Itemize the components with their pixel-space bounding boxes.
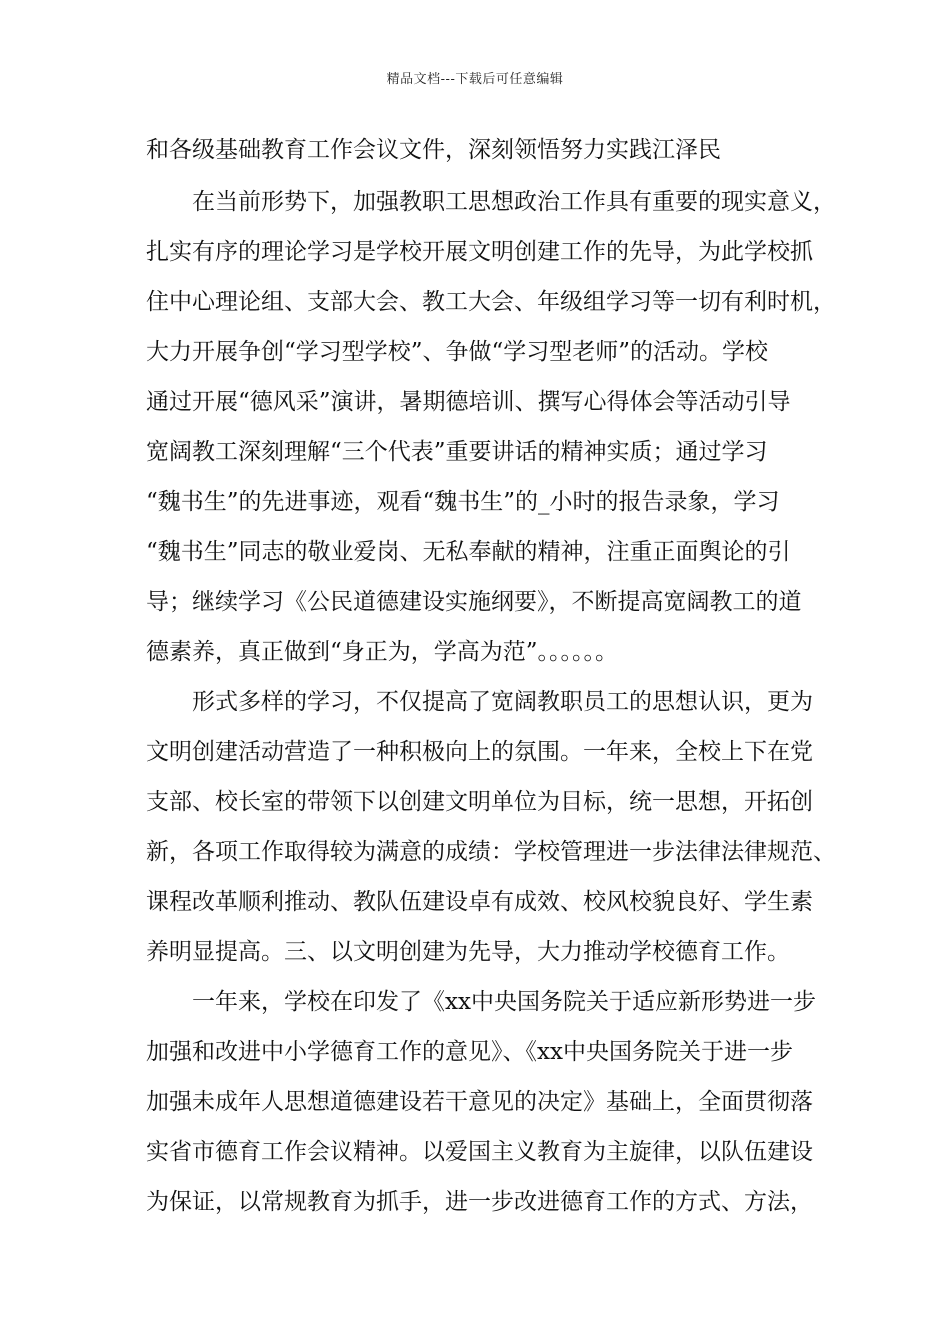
text-line: 为保证，以常规教育为抓手，进一步改进德育工作的方式、方法， bbox=[146, 1189, 813, 1215]
text-line: 加强和改进中小学德育工作的意见》、《xx中央国务院关于进一步 bbox=[146, 1039, 793, 1065]
text-line: 课程改革顺利推动、教队伍建设卓有成效、校风校貌良好、学生素 bbox=[146, 889, 813, 915]
text-line: 加强未成年人思想道德建设若干意见的决定》基础上，全面贯彻落 bbox=[146, 1089, 813, 1115]
text-line: 支部、校长室的带领下以创建文明单位为目标，统一思想，开拓创 bbox=[146, 789, 813, 815]
text-line: 大力开展争创“学习型学校”、争做“学习型老师”的活动。学校 bbox=[146, 339, 769, 365]
text-line: 宽阔教工深刻理解“三个代表”重要讲话的精神实质；通过学习 bbox=[146, 439, 768, 465]
page-header: 精品文档---下载后可任意编辑 bbox=[386, 72, 564, 87]
paragraph-first-line: 形式多样的学习，不仅提高了宽阔教职员工的思想认识，更为 bbox=[192, 689, 813, 715]
text-line: 住中心理论组、支部大会、教工大会、年级组学习等一切有利时机， bbox=[146, 289, 836, 315]
text-line: 导；继续学习《公民道德建设实施纲要》，不断提高宽阔教工的道 bbox=[146, 589, 802, 615]
text-line: 养明显提高。三、以文明创建为先导，大力推动学校德育工作。 bbox=[146, 939, 790, 965]
text-line: 实省市德育工作会议精神。以爱国主义教育为主旋律，以队伍建设 bbox=[146, 1139, 813, 1165]
text-line: 德素养，真正做到“身正为，学高为范”。。。。。。 bbox=[146, 639, 619, 665]
text-line: 和各级基础教育工作会议文件，深刻领悟努力实践江泽民 bbox=[146, 137, 721, 163]
text-line: “魏书生”的先进事迹，观看“魏书生”的_小时的报告录象，学习 bbox=[146, 489, 780, 515]
text-line: 通过开展“德风采”演讲，暑期德培训、撰写心得体会等活动引导 bbox=[146, 389, 791, 415]
text-line: 新，各项工作取得较为满意的成绩：学校管理进一步法律法律规范、 bbox=[146, 839, 836, 865]
paragraph-first-line: 一年来，学校在印发了《xx中央国务院关于适应新形势进一步 bbox=[192, 989, 816, 1015]
text-line: 扎实有序的理论学习是学校开展文明创建工作的先导，为此学校抓 bbox=[146, 239, 813, 265]
paragraph-first-line: 在当前形势下，加强教职工思想政治工作具有重要的现实意义， bbox=[192, 189, 836, 215]
text-line: “魏书生”同志的敬业爱岗、无私奉献的精神，注重正面舆论的引 bbox=[146, 539, 791, 565]
text-line: 文明创建活动营造了一种积极向上的氛围。一年来，全校上下在党 bbox=[146, 739, 813, 765]
